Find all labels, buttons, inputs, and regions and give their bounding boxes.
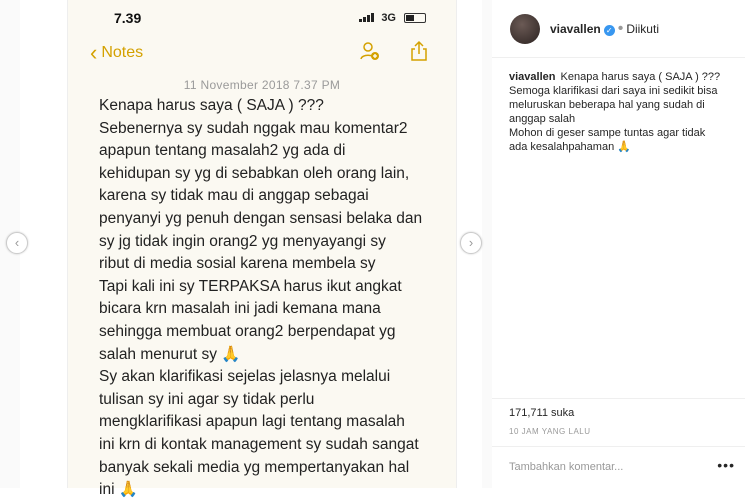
note-line: salah menurut sy 🙏 — [99, 345, 241, 363]
note-line: ini 🙏 — [99, 481, 139, 499]
note-line: Sy akan klarifikasi sejelas jelasnya melalui — [99, 368, 391, 386]
post-image — [14, 0, 482, 499]
battery-icon — [404, 13, 426, 23]
note-line: banyak sekali media yg mempertanyakan hal — [99, 458, 410, 476]
status-bar — [68, 8, 456, 28]
caption-username[interactable]: viavallen — [509, 71, 556, 83]
username[interactable]: viavallen — [550, 21, 601, 36]
divider — [492, 446, 745, 447]
note-line: karena sy tidak mau di anggap sebagai — [99, 187, 369, 205]
note-line: apapun tentang masalah2 yg ada di — [99, 142, 346, 160]
more-options-button[interactable]: ••• — [717, 457, 735, 473]
comment-input[interactable]: Tambahkan komentar... — [509, 461, 624, 473]
note-date: 11 November 2018 7.37 PM — [183, 78, 341, 92]
follow-status-button[interactable]: Diikuti — [626, 21, 659, 36]
next-image-button[interactable]: › — [460, 232, 482, 254]
caption-line: ada kesalahpahaman 🙏 — [509, 141, 631, 153]
note-line: sehingga membuat orang2 berpendapat yg — [99, 322, 396, 340]
caption-line: meluruskan beberapa hal yang sudah di — [509, 99, 705, 111]
note-line: kehidupan sy yg di sebabkan oleh orang lain, — [99, 164, 410, 182]
note-line: Sebenernya sy sudah nggak mau komentar2 — [99, 119, 408, 137]
signal-icon — [359, 13, 374, 22]
network-label: 3G — [381, 12, 396, 24]
back-label: Notes — [101, 44, 144, 61]
caption-line: Semoga klarifikasi dari saya ini sedikit bisa — [509, 85, 718, 97]
notes-navbar — [68, 38, 456, 74]
post-timestamp[interactable]: 10 JAM YANG LALU — [509, 427, 591, 436]
notes-back-button[interactable] — [90, 40, 144, 65]
note-line: bicara krn masalah ini jadi kemana mana — [99, 300, 381, 318]
post-caption — [509, 70, 739, 154]
chevron-left-icon: ‹ — [90, 40, 98, 65]
note-line: mengklarifikasi apapun lagi tentang masalah — [99, 413, 405, 431]
note-line: penyanyi yg penuh dengan sensasi belaka dan — [99, 209, 423, 227]
previous-image-button[interactable]: ‹ — [6, 232, 28, 254]
note-line: sy jg tidak ingin orang2 yg menyayangi sy — [99, 232, 386, 250]
note-line: Kenapa harus saya ( SAJA ) ??? — [99, 97, 324, 114]
post-sidebar — [492, 0, 745, 488]
note-body — [99, 95, 439, 502]
caption-line: Mohon di geser sampe tuntas agar tidak — [509, 127, 706, 139]
caption-line: Kenapa harus saya ( SAJA ) ??? — [560, 71, 721, 83]
verified-badge-icon: ✓ — [604, 25, 615, 36]
avatar[interactable] — [510, 14, 540, 44]
notes-screenshot — [67, 0, 457, 499]
status-time: 7.39 — [114, 10, 142, 26]
share-icon[interactable] — [410, 40, 428, 62]
add-person-icon[interactable] — [358, 40, 380, 62]
separator: • — [617, 19, 624, 37]
note-line: ribut di media sosial karena membela sy — [99, 255, 376, 273]
note-line: ini krn di kontak management sy sudah sangat — [99, 435, 419, 453]
divider — [492, 398, 745, 399]
like-count[interactable]: 171,711 suka — [509, 407, 575, 419]
note-line: tulisan sy ini agar sy tidak perlu — [99, 390, 315, 408]
note-line: Tapi kali ini sy TERPAKSA harus ikut angkat — [99, 277, 402, 295]
post-header — [492, 0, 745, 58]
caption-line: anggap salah — [509, 113, 576, 125]
